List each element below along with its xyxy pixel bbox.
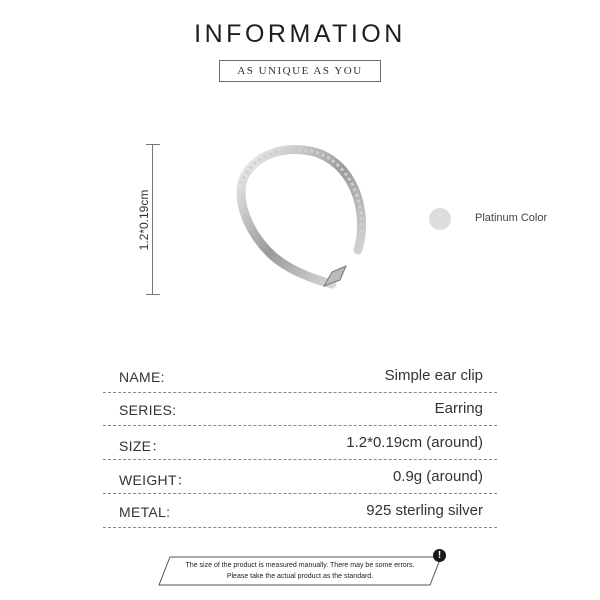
spec-row-series (103, 398, 497, 428)
spec-value: Earring (434, 400, 483, 417)
spec-divider (103, 459, 497, 461)
spec-key: NAME: (119, 369, 165, 385)
color-swatch (429, 208, 451, 230)
spec-key: SERIES: (119, 402, 177, 418)
ear-clip-image (228, 138, 378, 298)
spec-row-name (103, 365, 497, 395)
color-label: Platinum Color (475, 212, 548, 224)
spec-divider (103, 392, 497, 394)
notice-text (158, 560, 442, 582)
spec-row-size (103, 432, 497, 462)
spec-key: WEIGHT： (119, 472, 192, 488)
dimension-cap-bottom (146, 294, 160, 295)
dimension-line (152, 144, 153, 295)
spec-divider (103, 425, 497, 427)
dimension-label-wrap (136, 189, 152, 251)
spec-value: 1.2*0.19cm (around) (346, 434, 483, 451)
notice-box (158, 556, 442, 586)
spec-key: METAL: (119, 504, 171, 520)
spec-key: SIZE： (119, 438, 166, 454)
spec-divider (103, 493, 497, 495)
page-title: INFORMATION (194, 20, 406, 48)
spec-row-metal (103, 500, 497, 530)
spec-divider (103, 527, 497, 529)
spec-value: 925 sterling silver (366, 502, 483, 519)
subtitle-badge: AS UNIQUE AS YOU (219, 60, 381, 82)
dimension-label: 1.2*0.19cm (137, 189, 151, 251)
exclamation-icon: ! (433, 549, 446, 562)
dimension-cap-top (146, 144, 160, 145)
spec-value: 0.9g (around) (392, 468, 483, 485)
notice-line-1: The size of the product is measured manually. There may be some errors. (185, 562, 415, 569)
notice-line-2: Please take the actual product as the standard. (226, 573, 374, 580)
spec-value: Simple ear clip (384, 367, 483, 384)
spec-row-weight (103, 466, 497, 496)
